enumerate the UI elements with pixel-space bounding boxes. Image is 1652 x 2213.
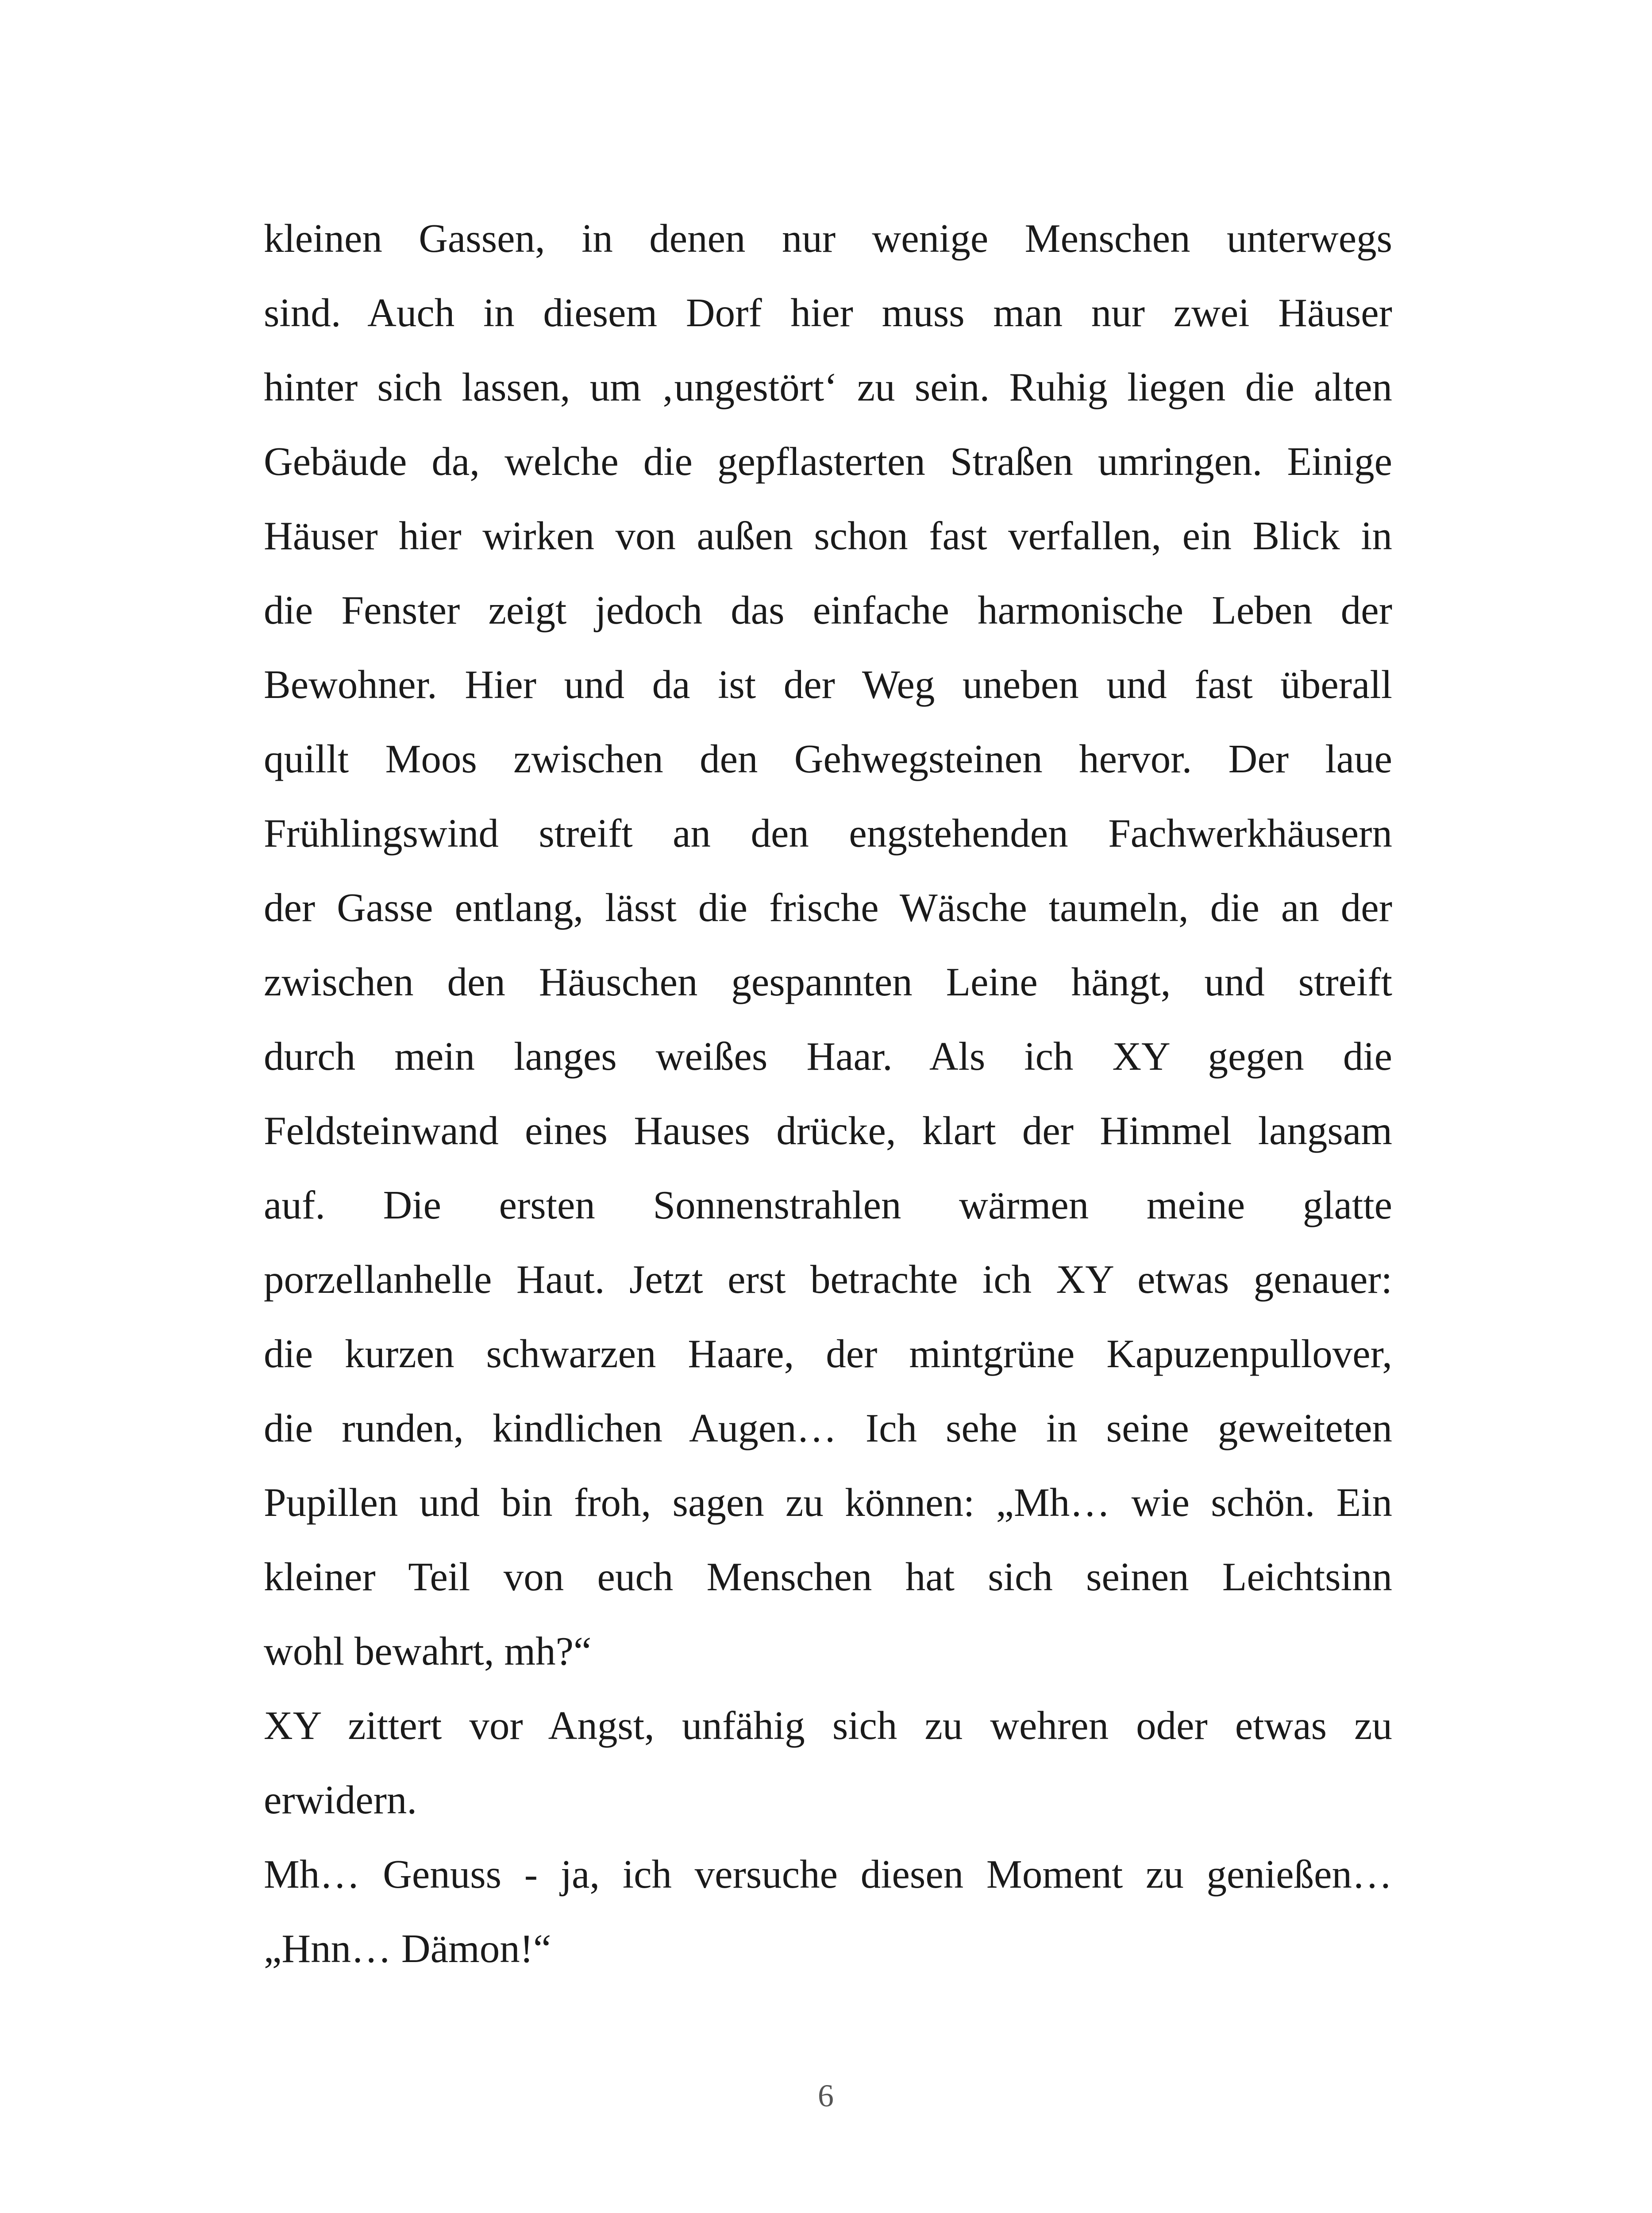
- text-line: quillt Moos zwischen den Gehwegsteinen hervor. Der laue: [264, 736, 1392, 781]
- text-line: „Hnn… Dämon!“: [264, 1926, 551, 1971]
- text-line: porzellanhelle Haut. Jetzt erst betrachte ich XY etwas genauer:: [264, 1257, 1392, 1302]
- page-number: 6: [818, 2078, 834, 2113]
- text-line: XY zittert vor Angst, unfähig sich zu wehren oder etwas zu: [264, 1703, 1392, 1748]
- text-line: wohl bewahrt, mh?“: [264, 1629, 592, 1673]
- text-line: auf. Die ersten Sonnenstrahlen wärmen meine glatte: [264, 1183, 1392, 1227]
- text-line: Gebäude da, welche die gepflasterten Straßen umringen. Einige: [264, 439, 1392, 484]
- text-line: erwidern.: [264, 1777, 417, 1822]
- text-line: Pupillen und bin froh, sagen zu können: „Mh… wie schön. Ein: [264, 1480, 1392, 1525]
- text-line: Bewohner. Hier und da ist der Weg uneben und fast überall: [264, 662, 1392, 707]
- text-line: Häuser hier wirken von außen schon fast verfallen, ein Blick in: [264, 513, 1392, 558]
- text-line: kleinen Gassen, in denen nur wenige Menschen unterwegs: [264, 216, 1392, 261]
- text-line: die Fenster zeigt jedoch das einfache harmonische Leben der: [264, 588, 1392, 632]
- text-line: zwischen den Häuschen gespannten Leine hängt, und streift: [264, 960, 1392, 1004]
- text-line: die runden, kindlichen Augen… Ich sehe in seine geweiteten: [264, 1406, 1392, 1450]
- text-line: Frühlingswind streift an den engstehenden Fachwerkhäusern: [264, 811, 1392, 856]
- text-line: hinter sich lassen, um ‚ungestört‘ zu sein. Ruhig liegen die alten: [264, 365, 1392, 409]
- text-line: Feldsteinwand eines Hauses drücke, klart der Himmel langsam: [264, 1108, 1392, 1153]
- text-line: kleiner Teil von euch Menschen hat sich seinen Leichtsinn: [264, 1554, 1392, 1599]
- body-text: [264, 201, 1392, 1986]
- text-line: durch mein langes weißes Haar. Als ich XY gegen die: [264, 1034, 1392, 1079]
- text-line: die kurzen schwarzen Haare, der mintgrüne Kapuzenpullover,: [264, 1331, 1392, 1376]
- text-line: Mh… Genuss - ja, ich versuche diesen Moment zu genießen…: [264, 1852, 1392, 1897]
- text-line: der Gasse entlang, lässt die frische Wäsche taumeln, die an der: [264, 885, 1392, 930]
- text-line: sind. Auch in diesem Dorf hier muss man nur zwei Häuser: [264, 290, 1392, 335]
